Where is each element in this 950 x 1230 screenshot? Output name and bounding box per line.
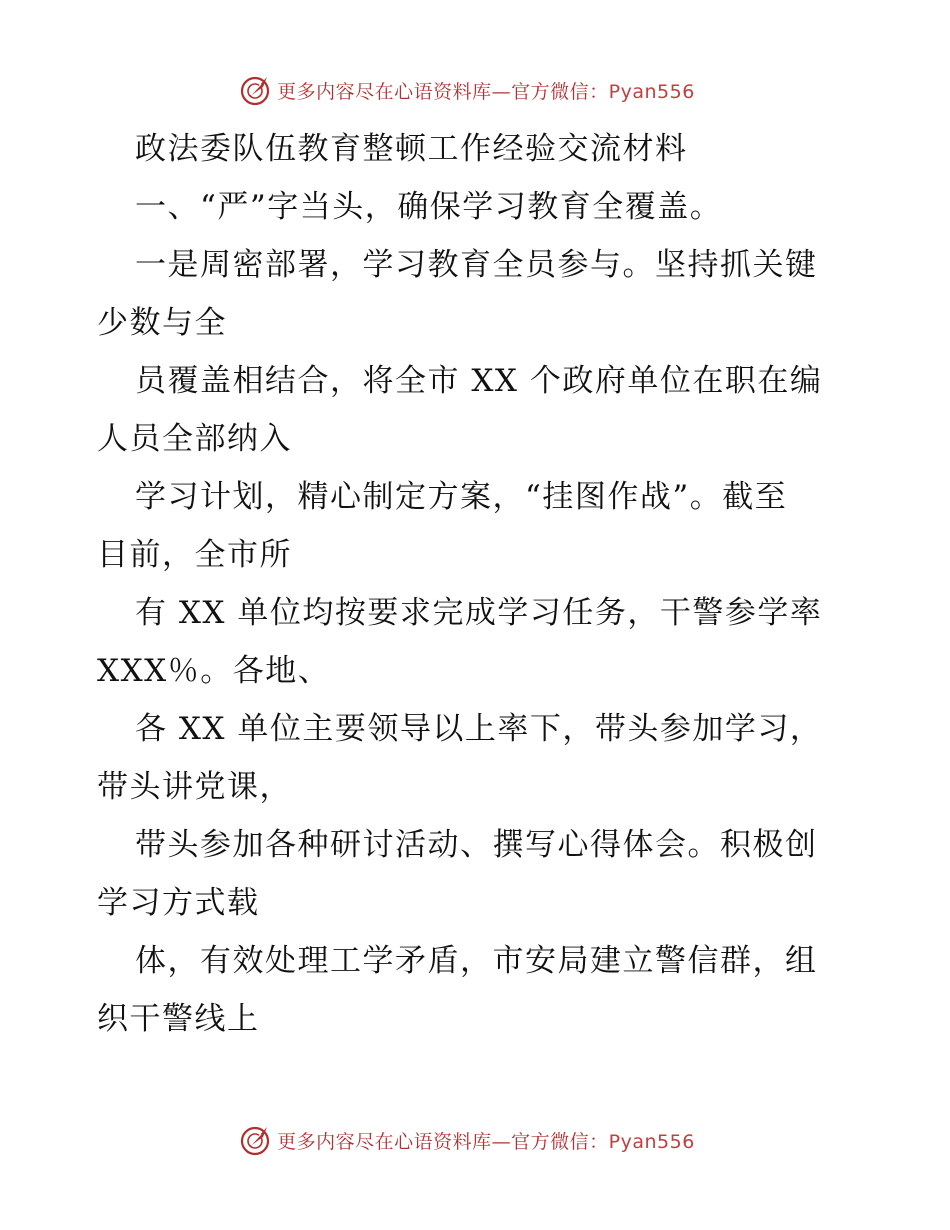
section-heading: 一、“严”字当头，确保学习教育全覆盖。 — [135, 189, 723, 225]
paragraph-line: 各 XX 单位主要领导以上率下，带头参加学习， — [135, 711, 823, 747]
watermark-banner-bottom — [0, 1120, 950, 1160]
paragraph-line: 学习方式载 — [97, 885, 260, 921]
paragraph-line: 有 XX 单位均按要求完成学习任务，干警参学率 — [135, 595, 823, 631]
paragraph-line: 带头参加各种研讨活动、撰写心得体会。积极创 — [135, 827, 818, 863]
watermark-text — [277, 77, 695, 104]
watermark-label: 更多内容尽在心语资料库—官方微信： — [277, 80, 609, 103]
paragraph-line: 一是周密部署，学习教育全员参与。坚持抓关键 — [135, 247, 818, 283]
watermark-text — [277, 1127, 695, 1154]
quill-logo-icon — [239, 1123, 273, 1157]
paragraph-line: 织干警线上 — [97, 1001, 260, 1037]
quill-logo-icon — [239, 73, 273, 107]
document-title: 政法委队伍教育整顿工作经验交流材料 — [135, 131, 688, 167]
paragraph-line: 目前，全市所 — [97, 537, 292, 573]
paragraph-line: 人员全部纳入 — [97, 421, 292, 457]
watermark-banner-top — [0, 70, 950, 110]
watermark-label: 更多内容尽在心语资料库—官方微信： — [277, 1130, 609, 1153]
watermark-handle: Pyan556 — [608, 80, 695, 103]
watermark-group — [239, 73, 695, 107]
paragraph-line: 带头讲党课， — [97, 769, 292, 805]
paragraph-line: XXX％。各地、 — [97, 653, 331, 689]
paragraph-line: 体，有效处理工学矛盾，市安局建立警信群，组 — [135, 943, 818, 979]
watermark-group — [239, 1123, 695, 1157]
document-body — [97, 120, 857, 1048]
paragraph-line: 少数与全 — [97, 305, 227, 341]
paragraph-line: 学习计划，精心制定方案，“挂图作战”。截至 — [135, 479, 788, 515]
watermark-handle: Pyan556 — [608, 1130, 695, 1153]
paragraph-line: 员覆盖相结合，将全市 XX 个政府单位在职在编 — [135, 363, 823, 399]
